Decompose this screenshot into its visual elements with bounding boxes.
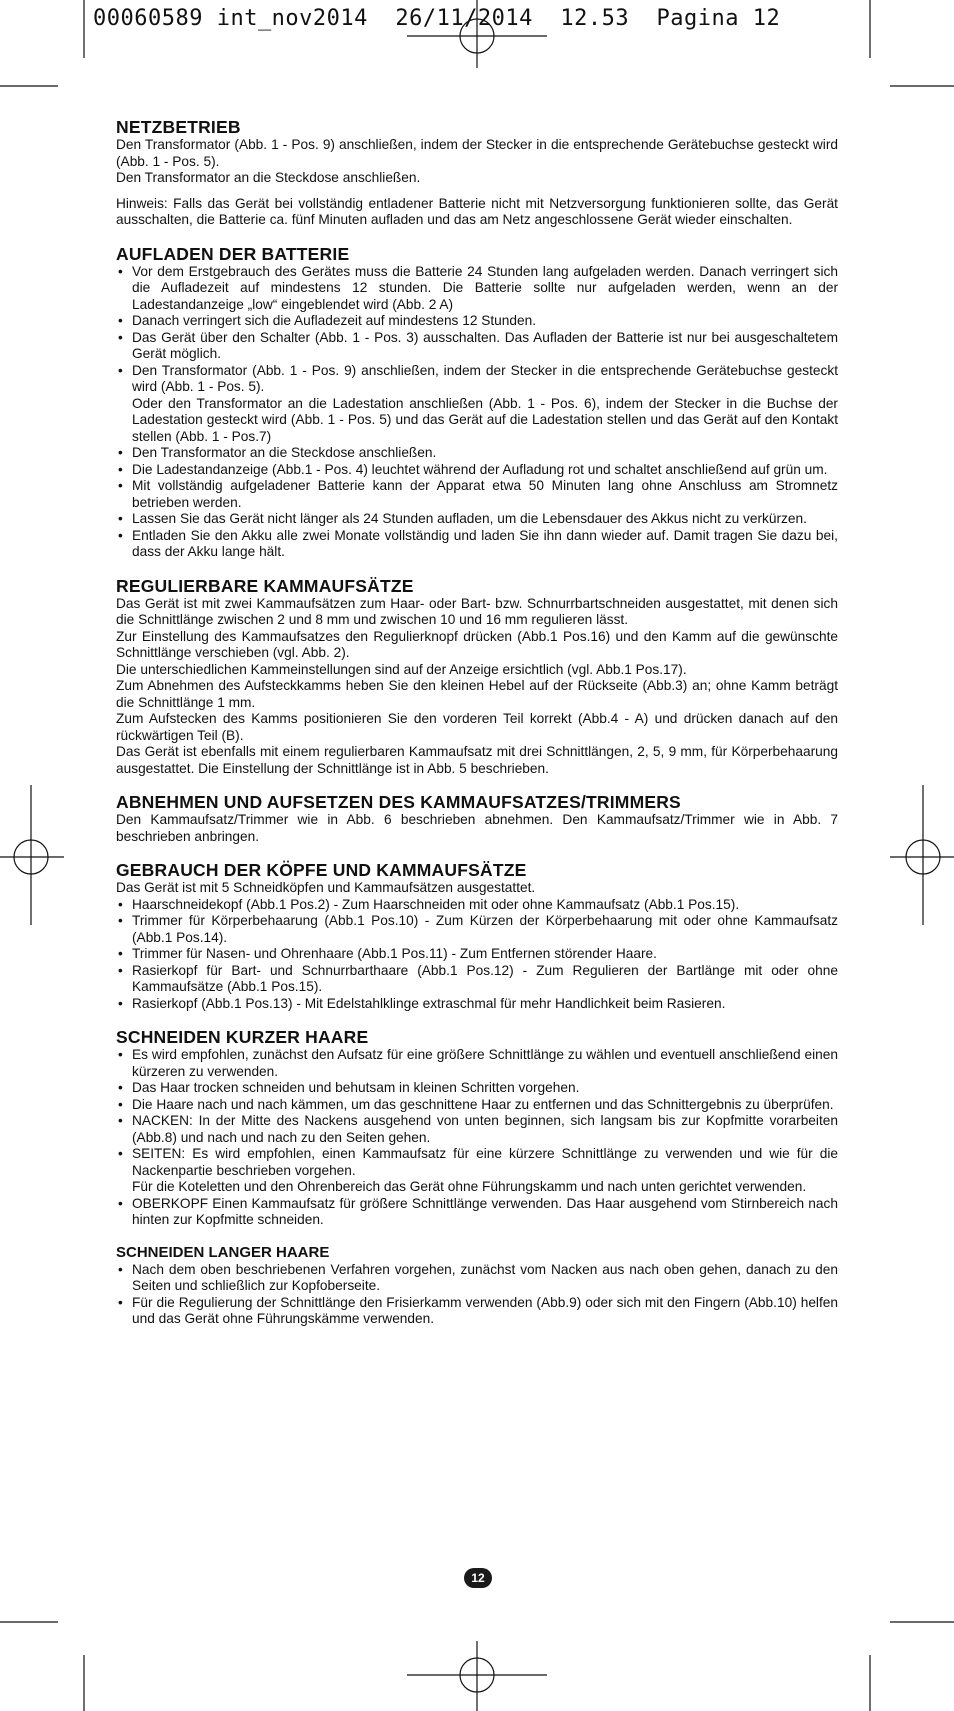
list-item: • Entladen Sie den Akku alle zwei Monate vollständig und laden Sie ihn dann wieder auf. Damit tragen Sie dazu bei, dass der Akku lange hält. <box>116 528 838 561</box>
list-item: • Trimmer für Nasen- und Ohrenhaare (Abb.1 Pos.11) - Zum Entfernen störender Haare. <box>116 946 838 963</box>
list-item: • Den Transformator an die Steckdose anschließen. <box>116 445 838 462</box>
list-item: • Die Ladestandanzeige (Abb.1 - Pos. 4) leuchtet während der Aufladung rot und schaltet anschließend auf grün um. <box>116 462 838 479</box>
list-item: • Die Haare nach und nach kämmen, um das geschnittene Haar zu entfernen und das Schnittergebnis zu überprüfen. <box>116 1097 838 1114</box>
section-title: REGULIERBARE KAMMAUFSÄTZE <box>116 575 414 596</box>
list-item: • Mit vollständig aufgeladener Batterie kann der Apparat etwa 50 Minuten lang ohne Anschluss am Stromnetz betrieben werden. <box>116 478 838 511</box>
paragraph: Zum Abnehmen des Aufsteckkamms heben Sie den kleinen Hebel auf der Rückseite (Abb.3) an; ohne Kamm beträgt die Schnittlänge 1 mm. <box>116 678 838 710</box>
section-lange-haare <box>116 1244 838 1328</box>
list-item: • Das Haar trocken schneiden und behutsam in kleinen Schritten vorgehen. <box>116 1080 838 1097</box>
list-item <box>116 1146 838 1196</box>
section-title: AUFLADEN DER BATTERIE <box>116 243 350 264</box>
section-title: SCHNEIDEN LANGER HAARE <box>116 1243 330 1261</box>
paragraph-hinweis: Hinweis: Falls das Gerät bei vollständig entladener Batterie nicht mit Netzversorgung funktionieren sollte, das Gerät ausschalten, die Batterie ca. fünf Minuten aufladen und das am Netz angeschlossene Gerät wieder einschalten. <box>116 195 838 227</box>
section-gebrauch <box>116 860 838 1012</box>
list-item: • Trimmer für Körperbehaarung (Abb.1 Pos.10) - Zum Kürzen der Körperbehaarung mit oder ohne Kammaufsatz (Abb.1 Pos.14). <box>116 913 838 946</box>
section-abnehmen <box>116 792 838 845</box>
section-netzbetrieb <box>116 117 838 229</box>
paragraph: Den Transformator (Abb. 1 - Pos. 9) anschließen, indem der Stecker in die entsprechende Gerätebuchse gesteckt wird (Abb. 1 - Pos. 5). <box>116 137 838 169</box>
list-item-text-continued: Für die Koteletten und den Ohrenbereich das Gerät ohne Führungskamm und nach unten gerichtet verwenden. <box>132 1179 807 1194</box>
registration-mark-left <box>0 785 64 925</box>
section-title: SCHNEIDEN KURZER HAARE <box>116 1027 369 1047</box>
registration-mark-right <box>890 785 954 925</box>
list-item-text-continued: Oder den Transformator an die Ladestation anschließen (Abb. 1 - Pos. 6), indem der Stecker in die Buchse der Ladestation gesteckt wird (Abb. 1 - Pos. 5) und das Gerät auf die Ladestation stellen und das Gerät auf den Kontakt stellen (Abb. 1 - Pos.7) <box>132 395 838 444</box>
paragraph: Den Kammaufsatz/Trimmer wie in Abb. 6 beschrieben abnehmen. Den Kammaufsatz/Trimmer wie in Abb. 7 beschrieben anbringen. <box>116 812 838 844</box>
paragraph: Den Transformator an die Steckdose anschließen. <box>116 170 421 185</box>
list-item <box>116 363 838 446</box>
list-item: • Danach verringert sich die Aufladezeit auf mindestens 12 Stunden. <box>116 313 838 330</box>
list-item: • OBERKOPF Einen Kammaufsatz für größere Schnittlänge verwenden. Das Haar ausgehend vom Stirnbereich nach hinten zur Kopfmitte schneiden. <box>116 1196 838 1229</box>
bullet-list <box>116 264 838 561</box>
paragraph: Das Gerät ist mit 5 Schneidköpfen und Kammaufsätzen ausgestattet. <box>116 880 536 895</box>
list-item: • Für die Regulierung der Schnittlänge den Frisierkamm verwenden (Abb.9) oder sich mit den Fingern (Abb.10) helfen und das Gerät ohne Führungskämme verwenden. <box>116 1295 838 1328</box>
section-title: GEBRAUCH DER KÖPFE UND KAMMAUFSÄTZE <box>116 860 527 880</box>
bullet-list <box>116 897 838 1013</box>
list-item: • Haarschneidekopf (Abb.1 Pos.2) - Zum Haarschneiden mit oder ohne Kammaufsatz (Abb.1 Pos.15). <box>116 897 838 914</box>
paragraph: Das Gerät ist mit zwei Kammaufsätzen zum Haar- oder Bart- bzw. Schnurrbartschneiden ausgestattet, mit denen sich die Schnittlänge zwischen 2 und 8 mm und zwischen 10 und 16 mm regulieren lässt. <box>116 595 838 627</box>
page-content <box>116 117 838 1328</box>
print-slug: 00060589 int_nov2014 26/11/2014 12.53 Pagina 12 <box>93 6 781 31</box>
registration-mark-top <box>407 0 547 68</box>
section-title: ABNEHMEN UND AUFSETZEN DES KAMMAUFSATZES/TRIMMERS <box>116 792 681 812</box>
list-item: • Vor dem Erstgebrauch des Gerätes muss die Batterie 24 Stunden lang aufgeladen werden. Danach verringert sich die Aufladezeit auf mindestens 12 stunden. Die Batterie sollte nur aufgeladen werden, wenn an der Ladestandanzeige „low“ eingeblendet wird (Abb. 2 A) <box>116 264 838 314</box>
list-item: • NACKEN: In der Mitte des Nackens ausgehend von unten beginnen, sich langsam bis zur Kopfmitte vorarbeiten (Abb.8) und nach und nach zu den Seiten gehen. <box>116 1113 838 1146</box>
registration-mark-bottom <box>407 1641 547 1711</box>
list-item: • Nach dem oben beschriebenen Verfahren vorgehen, zunächst vom Nacken aus nach oben gehen, danach zu den Seiten und schließlich zur Kopfoberseite. <box>116 1262 838 1295</box>
paragraph: Zum Aufstecken des Kamms positionieren Sie den vorderen Teil korrekt (Abb.4 - A) und drücken danach auf den rückwärtigen Teil (B). <box>116 711 838 743</box>
section-title: NETZBETRIEB <box>116 117 241 137</box>
list-item-text: SEITEN: Es wird empfohlen, einen Kammaufsatz für eine kürzere Schnittlänge zu verwenden und wie für die Nackenpartie beschrieben vorgehen. <box>132 1146 838 1178</box>
list-item: • Lassen Sie das Gerät nicht länger als 24 Stunden aufladen, um die Lebensdauer des Akkus nicht zu verkürzen. <box>116 511 838 528</box>
list-item: • Das Gerät über den Schalter (Abb. 1 - Pos. 3) ausschalten. Das Aufladen der Batterie ist nur bei ausgeschaltetem Gerät möglich. <box>116 330 838 363</box>
section-aufladen <box>116 244 838 561</box>
section-kurze-haare <box>116 1027 838 1229</box>
list-item: • Rasierkopf (Abb.1 Pos.13) - Mit Edelstahlklinge extraschmal für mehr Handlichkeit beim Rasieren. <box>116 996 838 1013</box>
list-item-text: Den Transformator (Abb. 1 - Pos. 9) anschließen, indem der Stecker in die entsprechende Gerätebuchse gesteckt wird (Abb. 1 - Pos. 5). <box>132 362 838 394</box>
list-item: • Es wird empfohlen, zunächst den Aufsatz für eine größere Schnittlänge zu wählen und eventuell anschließend einen kürzeren zu verwenden. <box>116 1047 838 1080</box>
page-number-badge: 12 <box>464 1568 492 1588</box>
list-item: • Rasierkopf für Bart- und Schnurrbarthaare (Abb.1 Pos.12) - Zum Regulieren der Bartlänge mit oder ohne Kammaufsätze (Abb.1 Pos.15). <box>116 963 838 996</box>
section-kammaufsaetze <box>116 576 838 778</box>
paragraph: Das Gerät ist ebenfalls mit einem regulierbaren Kammaufsatz mit drei Schnittlängen, 2, 5, 9 mm, für Körperbehaarung ausgestattet. Die Einstellung der Schnittlänge ist in Abb. 5 beschrieben. <box>116 744 838 776</box>
paragraph: Zur Einstellung des Kammaufsatzes den Regulierknopf drücken (Abb.1 Pos.16) und den Kamm auf die gewünschte Schnittlänge verschieben (vgl. Abb. 2). <box>116 628 838 660</box>
bullet-list <box>116 1047 838 1229</box>
bullet-list <box>116 1262 838 1328</box>
paragraph: Die unterschiedlichen Kammeinstellungen sind auf der Anzeige ersichtlich (vgl. Abb.1 Pos.17). <box>116 661 687 677</box>
